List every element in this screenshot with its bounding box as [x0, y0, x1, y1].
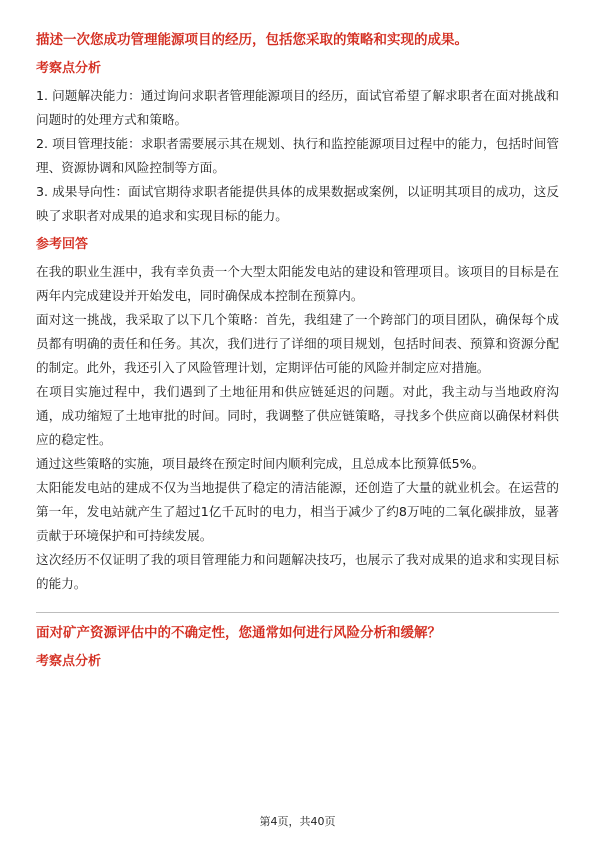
answer-paragraph: 通过这些策略的实施，项目最终在预定时间内顺利完成，且总成本比预算低5%。: [36, 456, 485, 471]
answer-paragraph: 在我的职业生涯中，我有幸负责一个大型太阳能发电站的建设和管理项目。该项目的目标是在两年内完成建设并开始发电，同时确保成本控制在预算内。: [36, 264, 559, 303]
answer-paragraph: 这次经历不仅证明了我的项目管理能力和问题解决技巧，也展示了我对成果的追求和实现目标的能力。: [36, 552, 559, 591]
analysis-point: 2. 项目管理技能：求职者需要展示其在规划、执行和监控能源项目过程中的能力，包括时间管理、资源协调和风险控制等方面。: [36, 136, 559, 175]
answer-paragraph: 面对这一挑战，我采取了以下几个策略：首先，我组建了一个跨部门的项目团队，确保每个成员都有明确的责任和任务。其次，我们进行了详细的项目规划，包括时间表、预算和资源分配的制定。此外，我还引入了风险管理计划，定期评估可能的风险并制定应对措施。: [36, 312, 559, 375]
analysis-heading: 考察点分析: [36, 61, 102, 76]
answer-heading: 参考回答: [36, 237, 89, 252]
document-page: [36, 30, 559, 677]
analysis-point: 1. 问题解决能力：通过询问求职者管理能源项目的经历，面试官希望了解求职者在面对挑战和问题时的处理方式和策略。: [36, 88, 559, 127]
section-divider: [36, 612, 559, 613]
answer-paragraph: 太阳能发电站的建成不仅为当地提供了稳定的清洁能源，还创造了大量的就业机会。在运营的第一年，发电站就产生了超过1亿千瓦时的电力，相当于减少了约8万吨的二氧化碳排放，显著贡献于环境保护和可持续发展。: [36, 480, 559, 543]
analysis-point: 3. 成果导向性：面试官期待求职者能提供具体的成果数据或案例，以证明其项目的成功，这反映了求职者对成果的追求和实现目标的能力。: [36, 184, 559, 223]
answer-paragraph: 在项目实施过程中，我们遇到了土地征用和供应链延迟的问题。对此，我主动与当地政府沟通，成功缩短了土地审批的时间。同时，我调整了供应链策略，寻找多个供应商以确保材料供应的稳定性。: [36, 384, 559, 447]
page-number: 第4页，共40页: [259, 815, 336, 828]
question-title: 面对矿产资源评估中的不确定性，您通常如何进行风险分析和缓解？: [36, 625, 441, 641]
analysis-heading: 考察点分析: [36, 654, 102, 669]
question-title: 描述一次您成功管理能源项目的经历，包括您采取的策略和实现的成果。: [36, 32, 468, 48]
